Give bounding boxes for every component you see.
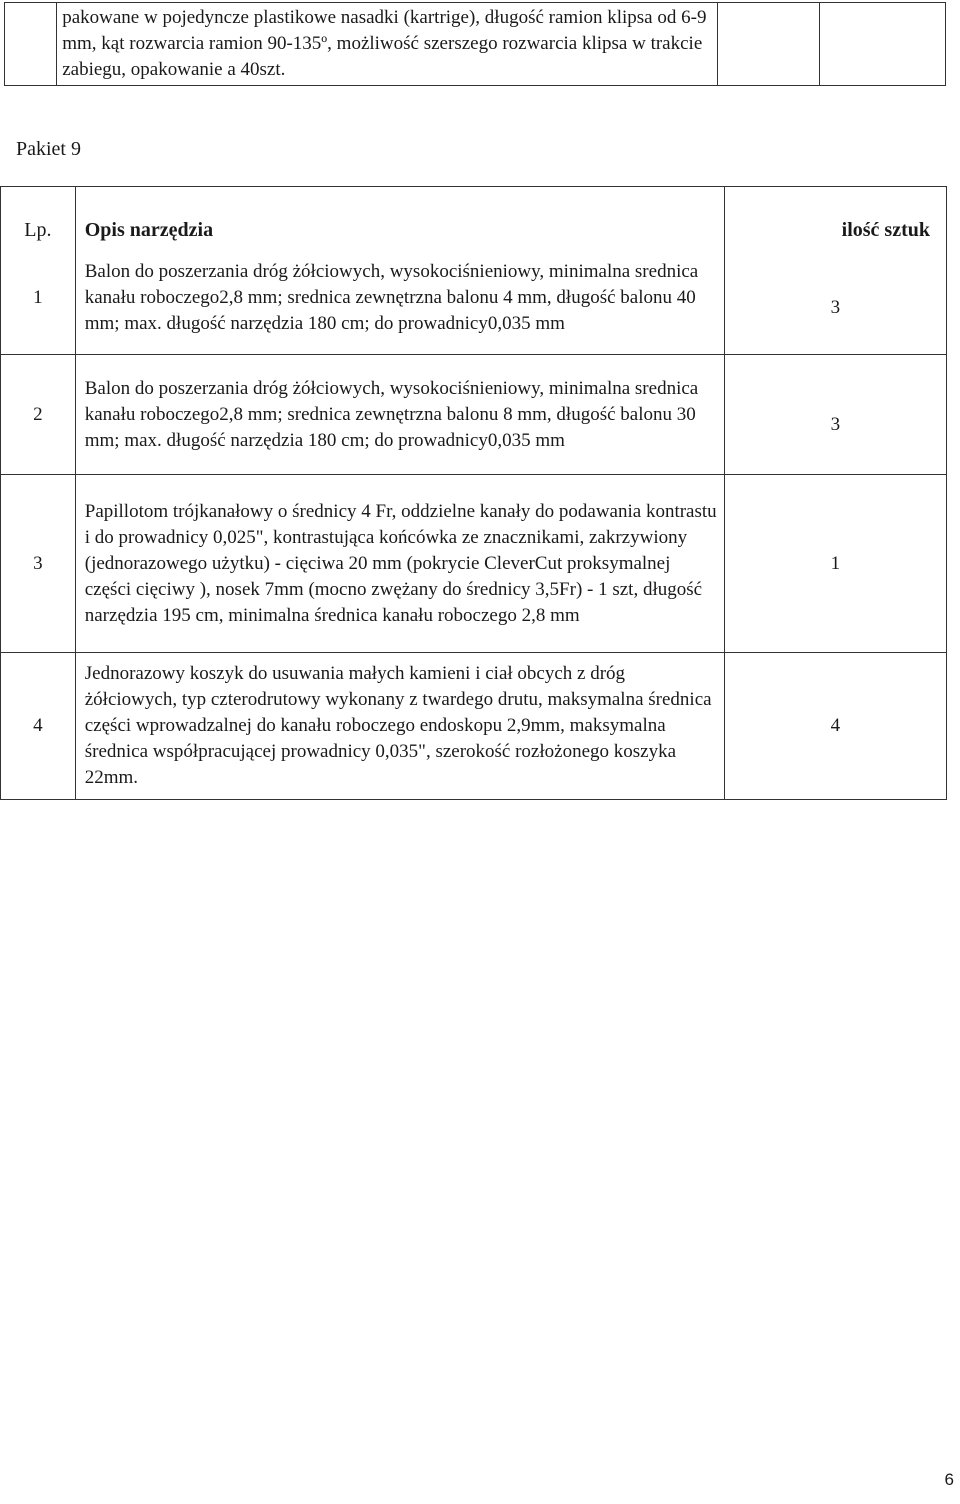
table-header-row xyxy=(1,187,947,243)
table-row xyxy=(5,3,946,86)
empty-cell xyxy=(718,3,820,86)
row-lp: 1 xyxy=(1,243,76,355)
row-lp: 4 xyxy=(1,653,76,800)
header-lp: Lp. xyxy=(1,187,76,243)
table-row xyxy=(1,243,947,355)
row-lp: 2 xyxy=(1,355,76,475)
table-row xyxy=(1,475,947,653)
lp-cell xyxy=(5,3,57,86)
row-quantity: 4 xyxy=(724,653,946,800)
row-description: Balon do poszerzania dróg żółciowych, wysokociśnieniowy, minimalna srednica kanału roboczego2,8 mm; srednica zewnętrzna balonu 4 mm, długość balonu 40 mm; max. długość narzędzia 180 cm; do prowadnicy0,035 mm xyxy=(75,243,724,355)
quantity-value: 3 xyxy=(830,413,841,435)
table-row xyxy=(1,355,947,475)
package-9-table xyxy=(0,186,947,800)
header-quantity: ilość sztuk xyxy=(724,187,946,243)
row-description: Balon do poszerzania dróg żółciowych, wysokociśnieniowy, minimalna srednica kanału roboczego2,8 mm; srednica zewnętrzna balonu 8 mm, długość balonu 30 mm; max. długość narzędzia 180 cm; do prowadnicy0,035 mm xyxy=(75,355,724,475)
row-quantity xyxy=(724,243,946,355)
page-number: 6 xyxy=(944,1470,954,1489)
row-description: Papillotom trójkanałowy o średnicy 4 Fr, oddzielne kanały do podawania kontrastu i do prowadnicy 0,025", kontrastująca końcówka ze znacznikami, zakrzywiony (jednorazowego użytku) - cięciwa 20 mm (pokrycie CleverCut proksymalnej części cięciwy ), nosek 7mm (mocno zwężany do średnicy 3,5Fr) - 1 szt, długość narzędzia 195 cm, minimalna średnica kanału roboczego 2,8 mm xyxy=(75,475,724,653)
row-lp: 3 xyxy=(1,475,76,653)
row-quantity xyxy=(724,355,946,475)
row-description: Jednorazowy koszyk do usuwania małych kamieni i ciał obcych z dróg żółciowych, typ czterodrutowy wykonany z twardego drutu, maksymalna średnica części wprowadzalnej do kanału roboczego endoskopu 2,9mm, maksymalna średnica współpracującej prowadnicy 0,035", szerokość rozłożonego koszyka 22mm. xyxy=(75,653,724,800)
description-cell: pakowane w pojedyncze plastikowe nasadki (kartrige), długość ramion klipsa od 6-9 mm, kąt rozwarcia ramion 90-135º, możliwość szerszego rozwarcia klipsa w trakcie zabiegu, opakowanie a 40szt. xyxy=(57,3,718,86)
header-description: Opis narzędzia xyxy=(75,187,724,243)
package-title: Pakiet 9 xyxy=(16,138,81,160)
empty-cell xyxy=(820,3,946,86)
previous-package-table xyxy=(4,2,946,86)
table-row xyxy=(1,653,947,800)
row-quantity: 1 xyxy=(724,475,946,653)
quantity-value: 3 xyxy=(830,297,841,319)
